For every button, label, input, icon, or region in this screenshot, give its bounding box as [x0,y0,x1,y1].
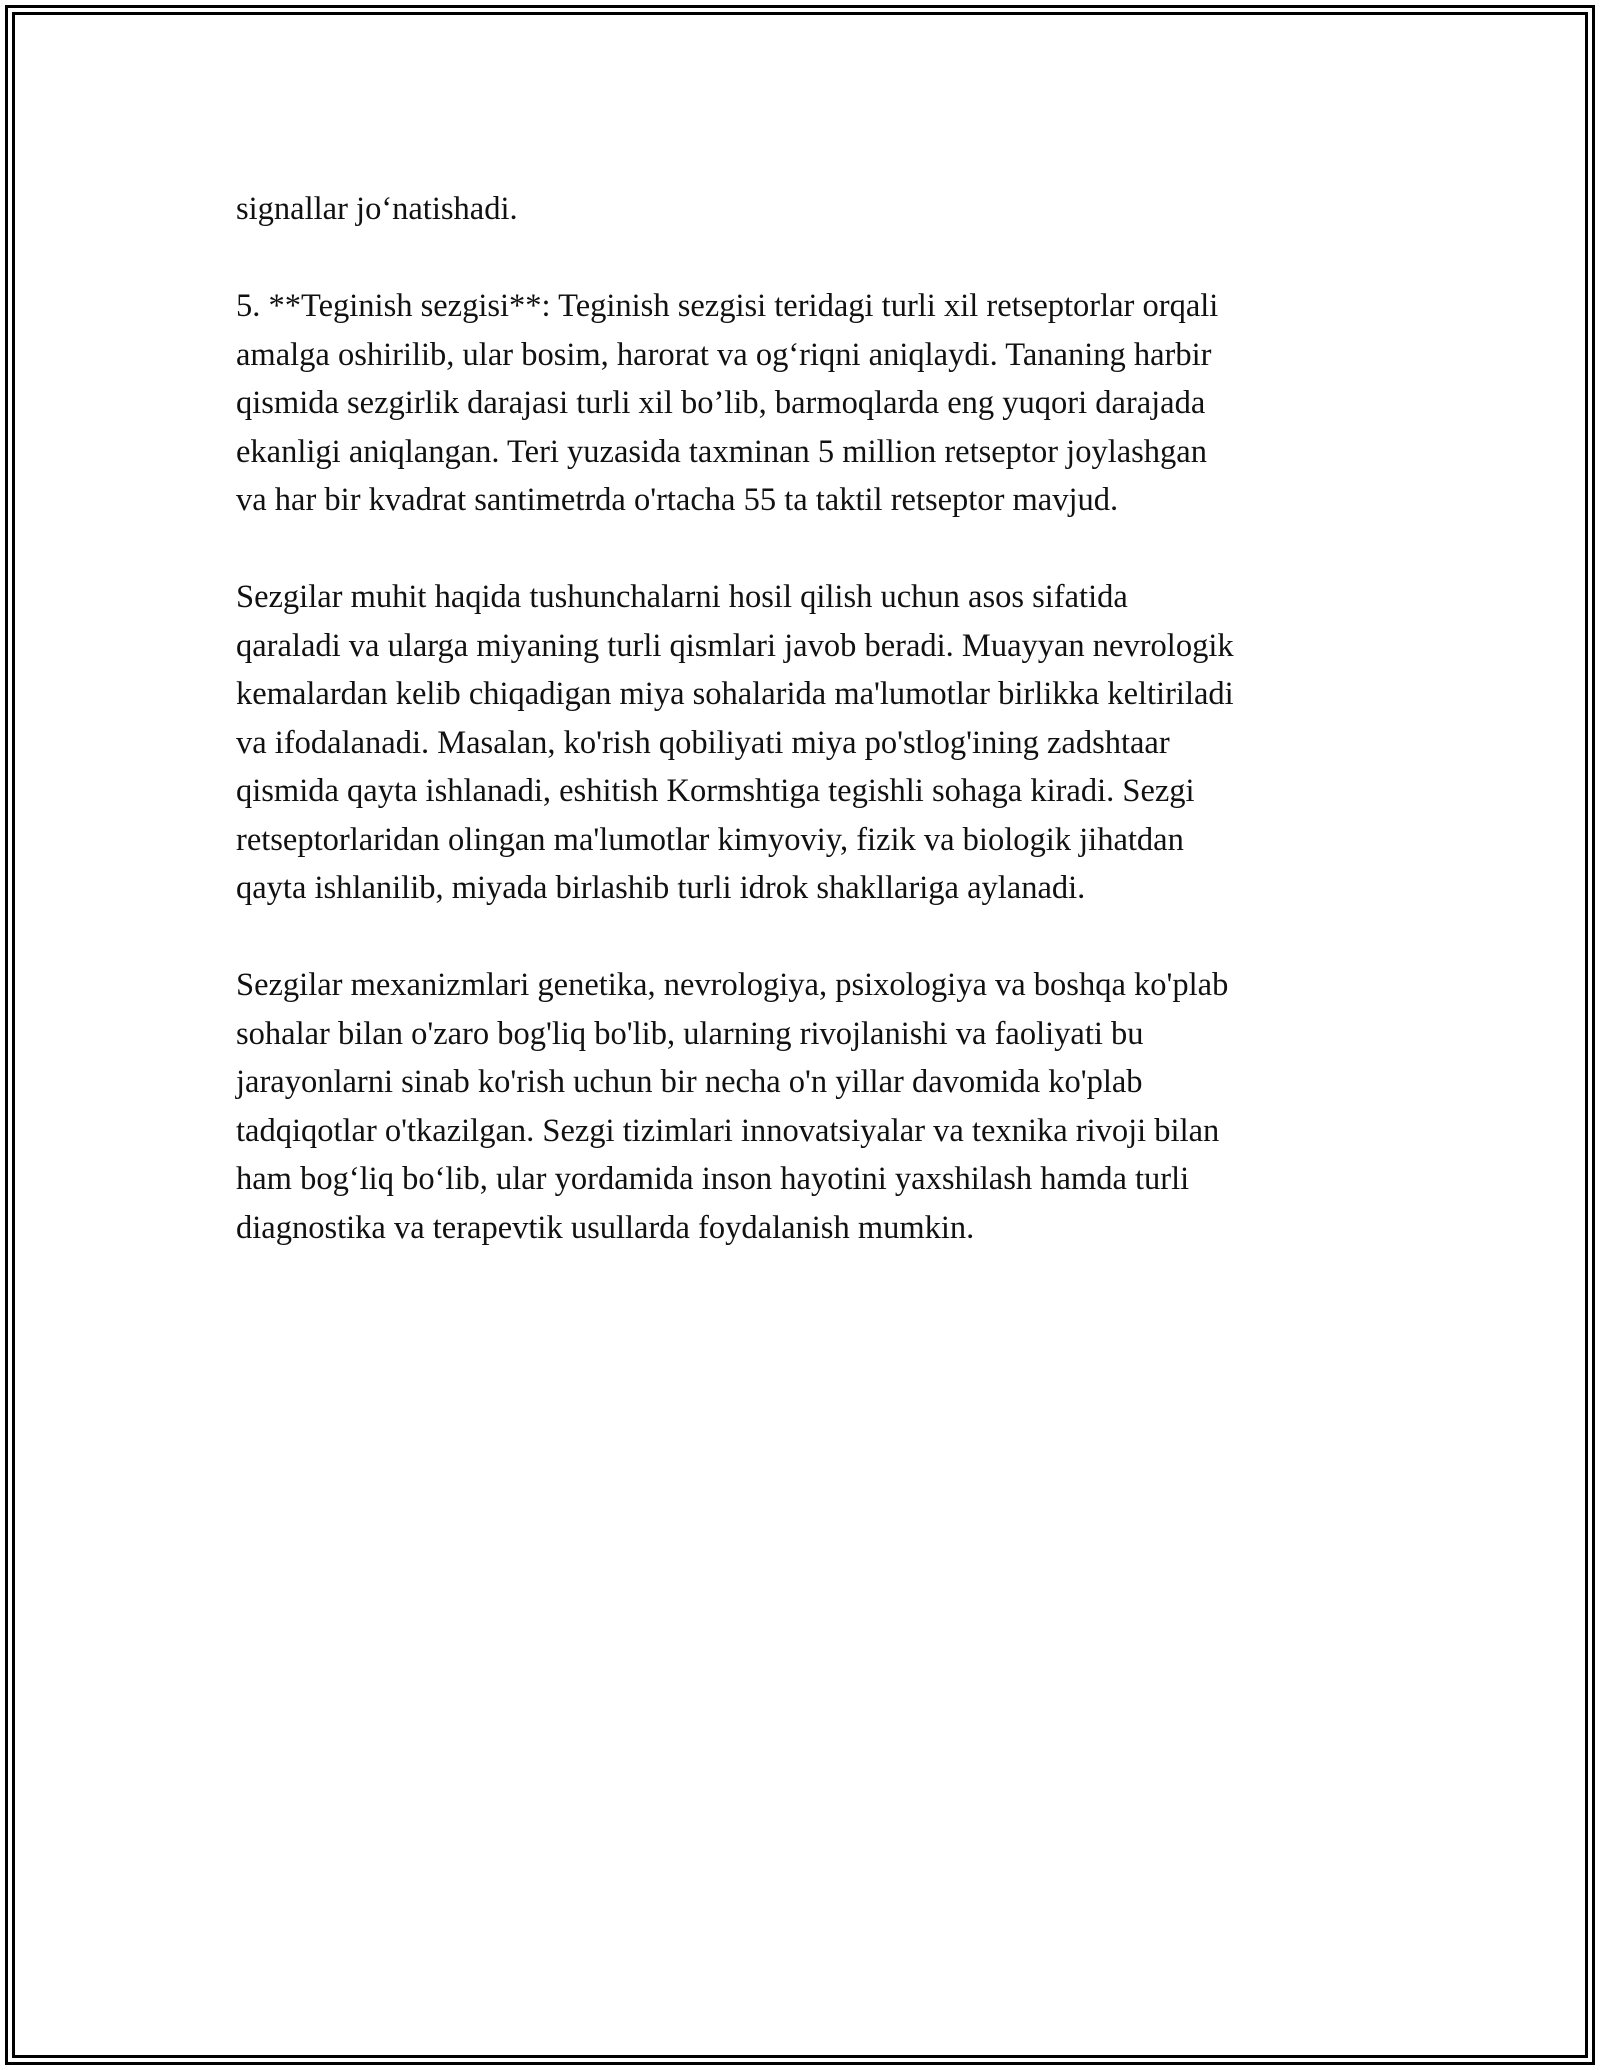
paragraph-touch-sense: 5. **Teginish sezgisi**: Teginish sezgisi teridagi turli xil retseptorlar orqali amalga oshirilib, ular bosim, harorat va og‘riqni aniqlaydi. Tananing harbir qismida sezgirlik darajasi turli xil bo’lib, barmoqlarda eng yuqori darajada ekanligi aniqlangan. Teri yuzasida taxminan 5 million retseptor joylashgan va har bir kvadrat santimetrda o'rtacha 55 ta taktil retseptor mavjud. [236,288,1219,518]
paragraph-research: Sezgilar mexanizmlari genetika, nevrologiya, psixologiya va boshqa ko'plab sohalar bilan o'zaro bog'liq bo'lib, ularning rivojlanishi va faoliyati bu jarayonlarni sinab ko'rish uchun bir necha o'n yillar davomida ko'plab tadqiqotlar o'tkazilgan. Sezgi tizimlari innovatsiyalar va texnika rivoji bilan ham bog‘liq bo‘lib, ular yordamida inson hayotini yaxshilash hamda turli diagnostika va terapevtik usullarda foydalanish mumkin. [236,967,1229,1246]
paragraph-continuation: signallar jo‘natishadi. [236,191,518,227]
document-body [236,185,1376,1301]
paragraph-brain-processing: Sezgilar muhit haqida tushunchalarni hosil qilish uchun asos sifatida qaraladi va ularga miyaning turli qismlari javob beradi. Muayyan nevrologik kemalardan kelib chiqadigan miya sohalarida ma'lumotlar birlikka keltiriladi va ifodalanadi. Masalan, ko'rish qobiliyati miya po'stlog'ining zadshtaar qismida qayta ishlanadi, eshitish Kormshtiga tegishli sohaga kiradi. Sezgi retseptorlaridan olingan ma'lumotlar kimyoviy, fizik va biologik jihatdan qayta ishlanilib, miyada birlashib turli idrok shakllariga aylanadi. [236,579,1234,906]
